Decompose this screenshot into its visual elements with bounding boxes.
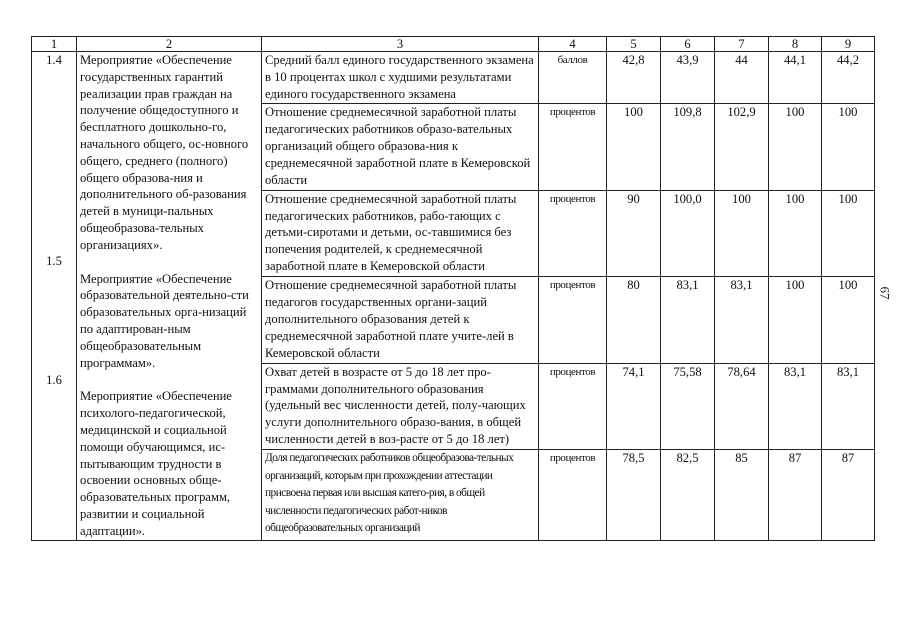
- value-cell: 100: [769, 277, 822, 364]
- measure-cell: [77, 52, 262, 541]
- indicator-name: Отношение среднемесячной заработной платы педагогических работников образо-вательных организаций общего образова-ния к среднемесячной заработной плате в Кемеровской области: [262, 104, 539, 191]
- value-cell: 83,1: [715, 277, 769, 364]
- indicator-name: Доля педагогических работников общеобразова-тельных организаций, которым при прохождении аттестации присвоена первая или высшая катего-рия, в общей численности педагогических работ-ников общеобразовательных организаций: [262, 450, 539, 540]
- column-header: 2: [77, 37, 262, 52]
- indicator-name: Отношение среднемесячной заработной платы педагогов государственных органи-заций дополнительного образования детей к среднемесячной заработной плате учите-лей в Кемеровской области: [262, 277, 539, 364]
- value-cell: 43,9: [661, 52, 715, 104]
- value-cell: 109,8: [661, 104, 715, 191]
- value-cell: 83,1: [769, 363, 822, 450]
- row-id-cell: [32, 52, 77, 541]
- value-cell: 90: [607, 190, 661, 277]
- table-row: [32, 52, 875, 104]
- table-header-row: [32, 37, 875, 52]
- column-header: 3: [262, 37, 539, 52]
- column-header: 4: [539, 37, 607, 52]
- value-cell: 100: [715, 190, 769, 277]
- value-cell: 44: [715, 52, 769, 104]
- value-cell: 100: [822, 190, 875, 277]
- value-cell: 74,1: [607, 363, 661, 450]
- indicator-name: Охват детей в возрасте от 5 до 18 лет про-граммами дополнительного образования (удельный вес численности детей, полу-чающих услуги дополнительного образо-вания, в общей численности детей в воз-расте от 5 до 18 лет): [262, 363, 539, 450]
- value-cell: 78,64: [715, 363, 769, 450]
- measure-text: Мероприятие «Обеспечение психолого-педагогической, медицинской и социальной помощи обучающимся, ис-пытывающим трудности в освоении основных обще-образовательных программ, развитии и социальной адаптации».: [80, 389, 232, 538]
- column-header: 6: [661, 37, 715, 52]
- value-cell: 82,5: [661, 450, 715, 540]
- value-cell: 102,9: [715, 104, 769, 191]
- column-header: 1: [32, 37, 77, 52]
- indicator-name: Средний балл единого государственного экзамена в 10 процентах школ с худшими результатами единого государственного экзамена: [262, 52, 539, 104]
- column-header: 9: [822, 37, 875, 52]
- value-cell: 75,58: [661, 363, 715, 450]
- value-cell: 85: [715, 450, 769, 540]
- column-header: 8: [769, 37, 822, 52]
- value-cell: 83,1: [661, 277, 715, 364]
- value-cell: 42,8: [607, 52, 661, 104]
- value-cell: 83,1: [822, 363, 875, 450]
- value-cell: 80: [607, 277, 661, 364]
- indicator-name: Отношение среднемесячной заработной платы педагогических работников, рабо-тающих с детьми-сиротами и детьми, ос-тавшимися без попечения родителей, к среднемесячной заработной плате в Кемеровской области: [262, 190, 539, 277]
- row-id: 1.5: [46, 253, 62, 268]
- value-cell: 78,5: [607, 450, 661, 540]
- value-cell: 100: [769, 190, 822, 277]
- value-cell: 100,0: [661, 190, 715, 277]
- unit-cell: процентов: [539, 190, 607, 277]
- row-id: 1.6: [46, 372, 62, 387]
- unit-cell: процентов: [539, 363, 607, 450]
- row-id: 1.4: [46, 53, 62, 67]
- value-cell: 100: [822, 104, 875, 191]
- unit-cell: процентов: [539, 277, 607, 364]
- value-cell: 87: [769, 450, 822, 540]
- unit-cell: процентов: [539, 104, 607, 191]
- measure-text: Мероприятие «Обеспечение образовательной деятельно-сти образовательных орга-низаций по адаптирован-ным общеобразовательным программам».: [80, 271, 249, 370]
- unit-cell: процентов: [539, 450, 607, 540]
- column-header: 5: [607, 37, 661, 52]
- page-number: 67: [877, 286, 893, 300]
- value-cell: 87: [822, 450, 875, 540]
- column-header: 7: [715, 37, 769, 52]
- value-cell: 100: [607, 104, 661, 191]
- value-cell: 100: [769, 104, 822, 191]
- value-cell: 44,1: [769, 52, 822, 104]
- unit-cell: баллов: [539, 52, 607, 104]
- measure-text: Мероприятие «Обеспечение государственных гарантий реализации прав граждан на получение общедоступного и бесплатного дошкольно-го, начального общего, ос-новного общего, среднего (полного) общего образова-ния и дополнительного об-разования детей в муници-пальных общеобразова-тельных организациях».: [80, 53, 249, 252]
- value-cell: 44,2: [822, 52, 875, 104]
- value-cell: 100: [822, 277, 875, 364]
- indicators-table: [31, 36, 875, 541]
